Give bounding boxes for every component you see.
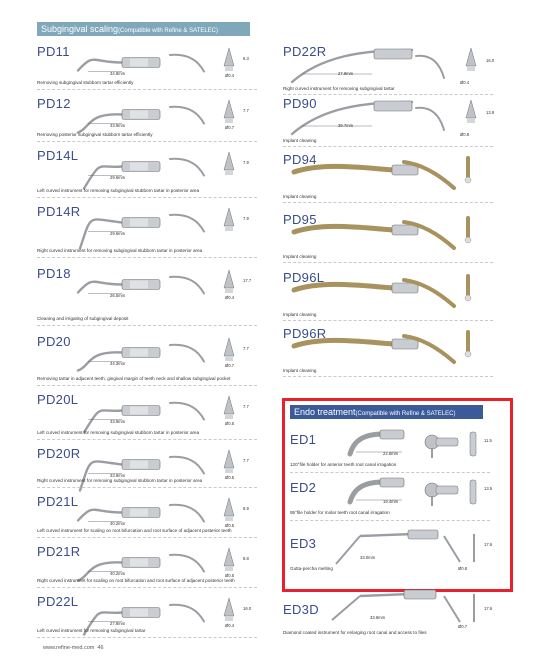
tip-diameter-measure: Ø0.5 [225,421,235,426]
instrument-tip-detail [220,150,238,176]
tip-diameter-measure: Ø0.4 [225,623,235,628]
product-code: PD22R [283,44,327,59]
instrument-side-view [440,532,466,566]
product-description: Removing tartar in adjacent teeth, gingival margin of teeth neck and shallow subgingival pocket [37,376,231,381]
instrument-side-view [166,98,212,128]
footer-page: 46 [97,645,104,651]
instrument-side-view [166,596,212,626]
product-code: PD20 [37,334,71,349]
tip-height-measure: 13.5 [484,486,493,491]
length-measure: 27.8mm [110,621,126,626]
product-description: Cleaning and irrigating of subgingival deposit [37,316,129,321]
length-measure: 27.8mm [338,71,354,76]
row-separator [283,146,493,147]
product-description: Left curved instrument for removing subgingival tartar [37,628,146,633]
instrument-front-view [282,46,416,86]
product-code: PD21R [37,544,81,559]
row-separator [37,325,257,326]
tip-height-measure: 7.9 [243,160,249,165]
product-description: Implant cleaning [283,368,317,373]
tip-height-measure: 7.7 [243,458,249,463]
tip-height-measure: 8.9 [243,506,249,511]
product-description: Implant cleaning [283,194,317,199]
implant-tip-side-view [400,272,460,312]
instrument-tip-detail [220,268,238,294]
tip-height-measure: 17.6 [484,606,493,611]
length-measure: 34.8mm [110,71,126,76]
length-measure: 40.2mm [110,571,126,576]
implant-tip-side-view [400,328,460,368]
instrument-tip-detail [468,592,480,626]
product-code: PD90 [283,96,317,111]
instrument-tip-detail [462,98,480,124]
product-code: ED1 [290,432,317,447]
length-measure: 39.7mm [338,123,354,128]
tip-diameter-measure: Ø0.7 [225,363,235,368]
instrument-side-view [166,336,212,366]
instrument-tip-detail [220,206,238,232]
instrument-tip-detail [468,532,480,566]
product-code: PD18 [37,266,71,281]
length-measure: 29.6mm [110,175,126,180]
product-code: PD95 [283,212,317,227]
tip-diameter-measure: Ø0.5 [225,523,235,528]
product-description: Left curved instrument for removing subgingival stubborn tartar in posterior area [37,188,200,193]
section-compat: (Compatible with Refine & SATELEC) [118,28,218,34]
row-separator [37,197,257,198]
product-description: Removing subgingival stubborn tartar efficiently [37,80,134,85]
product-code: PD20L [37,392,79,407]
instrument-tip-detail [220,98,238,124]
instrument-side-view [166,206,212,236]
instrument-side-view [412,96,452,136]
implant-tip-side-view [400,214,460,254]
endo-title: Endo treatment [294,407,356,417]
instrument-side-view [166,46,212,76]
instrument-tip-detail [220,496,238,522]
row-separator [290,472,490,473]
row-separator [283,320,493,321]
implant-tip-detail [460,156,476,182]
implant-tip-side-view [400,154,460,194]
section-header-endo [290,405,483,419]
product-code: ED3D [283,602,319,617]
instrument-side-view [416,478,462,508]
length-measure: 19.4mm [383,499,399,504]
length-measure: 26.5mm [110,293,126,298]
product-description: Implant cleaning [283,138,317,143]
product-code: PD96R [283,326,327,341]
product-description: Left curved instrument for scaling on root bifurcation and root surface of adjacent posterior teeth [37,528,232,533]
row-separator [283,94,493,95]
instrument-front-view [344,478,408,506]
tip-height-measure: 7.7 [243,404,249,409]
instrument-tip-detail [466,430,480,460]
instrument-tip-detail [220,336,238,362]
row-separator [283,376,493,377]
product-description: Diamond coated instrument for enlarging root canal and access to files [283,630,427,635]
tip-height-measure: 13.8 [486,110,495,115]
tip-diameter-measure: Ø0.7 [225,125,235,130]
product-code: ED2 [290,480,317,495]
length-measure: 40.2mm [110,521,126,526]
product-description: 120°file holder for anterior teeth root canal irragation [290,462,397,467]
instrument-side-view [416,430,462,460]
product-description: Right curved instrument for removing subgingival tartar [283,86,395,91]
product-code: ED3 [290,536,317,551]
product-code: PD96L [283,270,325,285]
tip-diameter-measure: Ø0.5 [225,475,235,480]
product-description: Removing posterior subgingival stubborn tartar efficiently [37,132,153,137]
instrument-side-view [166,546,212,576]
tip-height-measure: 16.0 [243,606,252,611]
row-separator [37,257,257,258]
instrument-front-view [282,98,416,138]
row-separator [37,587,257,588]
row-separator [290,520,490,521]
product-description: 95°file holder for molar teeth root canal irragation [290,510,390,515]
footer-url: www.refine-med.com [43,645,95,651]
length-measure: 33.9mm [110,419,126,424]
page-footer [43,645,104,651]
instrument-tip-detail [220,46,238,72]
implant-tip-detail [460,216,476,242]
section-title: Subgingival scaling [41,24,119,34]
row-separator [283,262,493,263]
product-code: PD20R [37,446,81,461]
tip-diameter-measure: Ø0.5 [225,573,235,578]
row-separator [37,637,257,638]
instrument-side-view [166,394,212,424]
row-separator [283,202,493,203]
instrument-front-view [330,530,442,566]
instrument-tip-detail [466,478,480,508]
tip-height-measure: 7.7 [243,108,249,113]
product-code: PD14R [37,204,81,219]
section-header-subgingival [37,22,250,36]
product-description: Left curved instrument for removing subgingival stubborn tartar in posterior area [37,430,200,435]
product-code: PD94 [283,152,317,167]
product-description: Right curved instrument for removing subgingival stubborn tartar in posterior area [37,248,203,253]
tip-height-measure: 8.8 [243,556,249,561]
product-description: Right curved instrument for scaling on root bifurcation and root surface of adjacent posterior teeth [37,578,235,583]
product-description: Implant cleaning [283,312,317,317]
tip-height-measure: 7.7 [243,346,249,351]
row-separator [37,385,257,386]
length-measure: 34.3mm [110,361,126,366]
length-measure: 29.6mm [110,231,126,236]
tip-height-measure: 16.0 [486,58,495,63]
implant-tip-detail [460,330,476,356]
product-description: Implant cleaning [283,254,317,259]
instrument-tip-detail [220,546,238,572]
row-separator [37,141,257,142]
length-measure: 22.8mm [383,451,399,456]
tip-diameter-measure: Ø0.4 [225,295,235,300]
instrument-side-view [166,150,212,180]
tip-height-measure: 7.9 [243,216,249,221]
product-code: PD11 [37,44,70,59]
endo-compat: (Compatible with Refine & SATELEC) [355,411,456,417]
row-separator [37,439,257,440]
tip-height-measure: 6.3 [243,56,249,61]
tip-diameter-measure: Ø0.7 [458,624,468,629]
instrument-side-view [166,448,212,478]
tip-diameter-measure: Ø0.8 [458,566,468,571]
instrument-side-view [166,496,212,526]
instrument-front-view [344,430,408,458]
instrument-tip-detail [462,46,480,72]
length-measure: 33.6mm [370,615,386,620]
length-measure: 33.9mm [110,123,126,128]
product-code: PD14L [37,148,79,163]
instrument-side-view [166,268,212,298]
row-separator [37,537,257,538]
implant-tip-detail [460,274,476,300]
product-description: Gutta-percha melting [290,566,333,571]
tip-height-measure: 11.5 [484,438,492,443]
length-measure: 33.9mm [110,473,126,478]
product-code: PD22L [37,594,79,609]
product-description: Right curved instrument for removing subgingival stubborn tartar in posterior area [37,478,203,483]
product-code: PD12 [37,96,71,111]
instrument-tip-detail [220,448,238,474]
instrument-tip-detail [220,596,238,622]
length-measure: 33.0mm [360,555,376,560]
tip-diameter-measure: Ø0.8 [460,132,470,137]
tip-diameter-measure: Ø0.4 [225,73,235,78]
tip-diameter-measure: Ø0.4 [460,80,470,85]
tip-height-measure: 17.7 [243,278,252,283]
instrument-tip-detail [220,394,238,420]
instrument-side-view [440,592,466,626]
row-separator [37,89,257,90]
instrument-side-view [412,44,452,84]
tip-height-measure: 17.6 [484,542,493,547]
row-separator [37,487,257,488]
product-code: PD21L [37,494,79,509]
